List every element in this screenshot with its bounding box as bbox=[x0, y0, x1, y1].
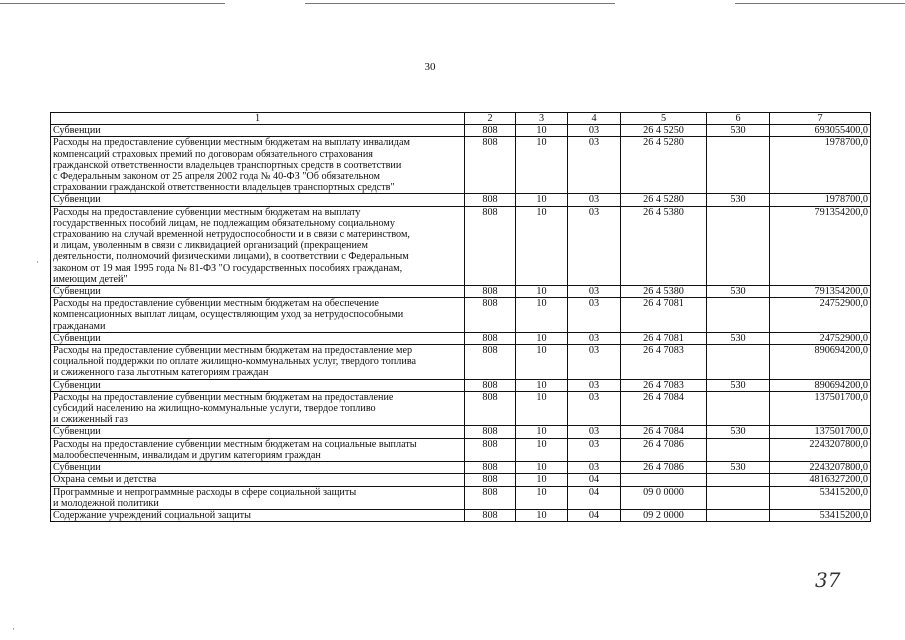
table-row bbox=[51, 125, 871, 137]
amount-cell: 4816327200,0 bbox=[770, 474, 871, 486]
ministry-code-cell: 808 bbox=[465, 137, 516, 194]
expense-name-line: Субвенции bbox=[53, 286, 101, 298]
expense-name-line: Расходы на предоставление субвенции местным бюджетам на социальные выплаты bbox=[53, 438, 417, 450]
expense-name-line: государственных пособий лицам, не подлежащим обязательному социальному bbox=[53, 217, 395, 229]
amount-cell: 1978700,0 bbox=[770, 137, 871, 194]
expense-name-line: малообеспеченным, инвалидам и другим категориям граждан bbox=[53, 449, 321, 461]
section-cell: 10 bbox=[516, 486, 568, 509]
table-row bbox=[51, 486, 871, 509]
target-article-cell: 26 4 5280 bbox=[621, 194, 707, 206]
target-article-cell: 26 4 7083 bbox=[621, 345, 707, 380]
section-cell: 10 bbox=[516, 379, 568, 391]
expense-name-cell bbox=[51, 332, 465, 344]
table-row bbox=[51, 332, 871, 344]
expense-name-line: законом от 19 мая 1995 года № 81-ФЗ "О государственных пособиях гражданам, bbox=[53, 262, 403, 274]
page-number: 30 bbox=[424, 61, 436, 73]
column-number-cell: 3 bbox=[516, 113, 568, 125]
expense-name-line: Расходы на предоставление субвенции местным бюджетам на предоставление bbox=[53, 391, 394, 403]
expense-type-cell: 530 bbox=[707, 125, 770, 137]
subsection-cell: 03 bbox=[568, 206, 621, 285]
target-article-cell: 26 4 7081 bbox=[621, 298, 707, 333]
expense-name-cell bbox=[51, 474, 465, 486]
ministry-code-cell: 808 bbox=[465, 194, 516, 206]
subsection-cell: 04 bbox=[568, 486, 621, 509]
target-article-cell: 26 4 7084 bbox=[621, 426, 707, 438]
expense-name-line: Субвенции bbox=[53, 379, 101, 391]
expense-name-line: страховании гражданской ответственности владельцев транспортных средств" bbox=[53, 182, 395, 194]
expense-name-cell bbox=[51, 125, 465, 137]
expense-name-cell bbox=[51, 286, 465, 298]
subsection-cell: 03 bbox=[568, 286, 621, 298]
table-row bbox=[51, 206, 871, 285]
expense-name-cell bbox=[51, 298, 465, 333]
section-cell: 10 bbox=[516, 426, 568, 438]
amount-cell: 53415200,0 bbox=[770, 486, 871, 509]
amount-cell: 693055400,0 bbox=[770, 125, 871, 137]
target-article-cell: 26 4 5250 bbox=[621, 125, 707, 137]
expense-name-line: Субвенции bbox=[53, 125, 101, 137]
target-article-cell: 26 4 7081 bbox=[621, 332, 707, 344]
margin-speck: · bbox=[36, 257, 39, 267]
expense-type-cell: 530 bbox=[707, 286, 770, 298]
expense-name-line: Субвенции bbox=[53, 426, 101, 438]
subsection-cell: 03 bbox=[568, 125, 621, 137]
expense-type-cell: 530 bbox=[707, 194, 770, 206]
expense-name-cell bbox=[51, 509, 465, 521]
subsection-cell: 03 bbox=[568, 332, 621, 344]
expense-name-line: компенсаций страховых премий по договорам обязательного страхования bbox=[53, 148, 373, 160]
expense-name-line: Субвенции bbox=[53, 462, 101, 474]
expense-name-line: компенсационных выплат лицам, осуществляющим уход за нетрудоспособными bbox=[53, 309, 404, 321]
column-number-cell: 4 bbox=[568, 113, 621, 125]
section-cell: 10 bbox=[516, 286, 568, 298]
amount-cell: 137501700,0 bbox=[770, 391, 871, 426]
subsection-cell: 03 bbox=[568, 462, 621, 474]
expense-name-line: и лицам, уволенным в связи с ликвидацией организаций (прекращением bbox=[53, 240, 368, 252]
column-number-cell: 6 bbox=[707, 113, 770, 125]
expense-type-cell bbox=[707, 474, 770, 486]
expense-name-line: Охрана семьи и детства bbox=[53, 474, 157, 486]
expense-name-cell bbox=[51, 426, 465, 438]
amount-cell: 890694200,0 bbox=[770, 379, 871, 391]
scan-edge-line bbox=[305, 3, 615, 4]
expense-type-cell bbox=[707, 438, 770, 461]
budget-table bbox=[50, 112, 871, 522]
ministry-code-cell: 808 bbox=[465, 206, 516, 285]
table-row bbox=[51, 345, 871, 380]
subsection-cell: 04 bbox=[568, 474, 621, 486]
ministry-code-cell: 808 bbox=[465, 298, 516, 333]
expense-name-line: Расходы на предоставление субвенции местным бюджетам на выплату bbox=[53, 206, 361, 218]
subsection-cell: 03 bbox=[568, 391, 621, 426]
ministry-code-cell: 808 bbox=[465, 125, 516, 137]
section-cell: 10 bbox=[516, 391, 568, 426]
section-cell: 10 bbox=[516, 194, 568, 206]
target-article-cell: 26 4 7086 bbox=[621, 438, 707, 461]
scan-edge-line bbox=[735, 3, 905, 4]
section-cell: 10 bbox=[516, 474, 568, 486]
margin-speck: · bbox=[12, 624, 15, 634]
table-row bbox=[51, 194, 871, 206]
column-number-cell: 5 bbox=[621, 113, 707, 125]
handwritten-page-mark: 37 bbox=[815, 568, 841, 592]
target-article-cell: 09 0 0000 bbox=[621, 486, 707, 509]
subsection-cell: 03 bbox=[568, 379, 621, 391]
target-article-cell: 26 4 7084 bbox=[621, 391, 707, 426]
section-cell: 10 bbox=[516, 332, 568, 344]
ministry-code-cell: 808 bbox=[465, 462, 516, 474]
amount-cell: 2243207800,0 bbox=[770, 462, 871, 474]
column-number-cell: 1 bbox=[51, 113, 465, 125]
expense-type-cell bbox=[707, 298, 770, 333]
table-row bbox=[51, 137, 871, 194]
expense-name-line: Расходы на предоставление субвенции местным бюджетам на обеспечение bbox=[53, 298, 379, 310]
table-row bbox=[51, 286, 871, 298]
table-row bbox=[51, 379, 871, 391]
subsection-cell: 04 bbox=[568, 509, 621, 521]
subsection-cell: 03 bbox=[568, 426, 621, 438]
expense-name-line: Субвенции bbox=[53, 332, 101, 344]
ministry-code-cell: 808 bbox=[465, 438, 516, 461]
expense-type-cell bbox=[707, 509, 770, 521]
table-row bbox=[51, 509, 871, 521]
expense-name-line: субсидий населению на жилищно-коммунальные услуги, твердое топливо bbox=[53, 403, 376, 415]
amount-cell: 53415200,0 bbox=[770, 509, 871, 521]
subsection-cell: 03 bbox=[568, 438, 621, 461]
expense-name-line: и сжиженный газ bbox=[53, 414, 128, 426]
ministry-code-cell: 808 bbox=[465, 379, 516, 391]
expense-name-cell bbox=[51, 345, 465, 380]
target-article-cell bbox=[621, 474, 707, 486]
expense-name-line: страхованию на случай временной нетрудоспособности и в связи с материнством, bbox=[53, 229, 410, 241]
ministry-code-cell: 808 bbox=[465, 509, 516, 521]
ministry-code-cell: 808 bbox=[465, 474, 516, 486]
ministry-code-cell: 808 bbox=[465, 286, 516, 298]
subsection-cell: 03 bbox=[568, 137, 621, 194]
target-article-cell: 26 4 5380 bbox=[621, 286, 707, 298]
expense-type-cell: 530 bbox=[707, 462, 770, 474]
target-article-cell: 26 4 5380 bbox=[621, 206, 707, 285]
table-header-row bbox=[51, 113, 871, 125]
expense-type-cell bbox=[707, 345, 770, 380]
amount-cell: 24752900,0 bbox=[770, 332, 871, 344]
amount-cell: 890694200,0 bbox=[770, 345, 871, 380]
ministry-code-cell: 808 bbox=[465, 391, 516, 426]
target-article-cell: 26 4 7086 bbox=[621, 462, 707, 474]
target-article-cell: 26 4 5280 bbox=[621, 137, 707, 194]
target-article-cell: 26 4 7083 bbox=[621, 379, 707, 391]
expense-name-line: Содержание учреждений социальной защиты bbox=[53, 509, 251, 521]
section-cell: 10 bbox=[516, 137, 568, 194]
scan-edge-line bbox=[0, 3, 225, 4]
subsection-cell: 03 bbox=[568, 298, 621, 333]
expense-name-line: имеющим детей" bbox=[53, 273, 128, 285]
subsection-cell: 03 bbox=[568, 345, 621, 380]
table-row bbox=[51, 391, 871, 426]
column-number-cell: 7 bbox=[770, 113, 871, 125]
expense-type-cell bbox=[707, 206, 770, 285]
expense-type-cell bbox=[707, 391, 770, 426]
section-cell: 10 bbox=[516, 206, 568, 285]
table-row bbox=[51, 474, 871, 486]
section-cell: 10 bbox=[516, 345, 568, 380]
expense-name-cell bbox=[51, 206, 465, 285]
subsection-cell: 03 bbox=[568, 194, 621, 206]
expense-type-cell: 530 bbox=[707, 379, 770, 391]
section-cell: 10 bbox=[516, 462, 568, 474]
expense-name-line: и сжиженного газа льготным категориям граждан bbox=[53, 367, 269, 379]
table-row bbox=[51, 298, 871, 333]
expense-type-cell bbox=[707, 137, 770, 194]
table-row bbox=[51, 426, 871, 438]
amount-cell: 791354200,0 bbox=[770, 206, 871, 285]
expense-name-line: социальной поддержки по оплате жилищно-коммунальных услуг, твердого топлива bbox=[53, 356, 417, 368]
ministry-code-cell: 808 bbox=[465, 486, 516, 509]
table-row bbox=[51, 462, 871, 474]
table-row bbox=[51, 438, 871, 461]
column-number-cell: 2 bbox=[465, 113, 516, 125]
section-cell: 10 bbox=[516, 438, 568, 461]
expense-name-line: деятельности, полномочий физическими лицами), в соответствии с Федеральным bbox=[53, 251, 409, 263]
expense-type-cell: 530 bbox=[707, 332, 770, 344]
expense-name-line: Программные и непрограммные расходы в сфере социальной защиты bbox=[53, 486, 357, 498]
expense-type-cell bbox=[707, 486, 770, 509]
expense-name-cell bbox=[51, 391, 465, 426]
expense-name-cell bbox=[51, 462, 465, 474]
expense-name-cell bbox=[51, 379, 465, 391]
expense-name-line: гражданской ответственности владельцев транспортных средств в соответствии bbox=[53, 159, 402, 171]
amount-cell: 137501700,0 bbox=[770, 426, 871, 438]
expense-name-cell bbox=[51, 194, 465, 206]
expense-name-line: и молодежной политики bbox=[53, 497, 159, 509]
expense-name-line: Расходы на предоставление субвенции местным бюджетам на предоставление мер bbox=[53, 345, 413, 357]
expense-name-line: Субвенции bbox=[53, 194, 101, 206]
target-article-cell: 09 2 0000 bbox=[621, 509, 707, 521]
amount-cell: 24752900,0 bbox=[770, 298, 871, 333]
ministry-code-cell: 808 bbox=[465, 332, 516, 344]
ministry-code-cell: 808 bbox=[465, 345, 516, 380]
expense-name-line: Расходы на предоставление субвенции местным бюджетам на выплату инвалидам bbox=[53, 137, 410, 149]
expense-name-cell bbox=[51, 486, 465, 509]
section-cell: 10 bbox=[516, 125, 568, 137]
section-cell: 10 bbox=[516, 509, 568, 521]
expense-name-line: гражданами bbox=[53, 320, 106, 332]
amount-cell: 2243207800,0 bbox=[770, 438, 871, 461]
section-cell: 10 bbox=[516, 298, 568, 333]
expense-type-cell: 530 bbox=[707, 426, 770, 438]
amount-cell: 791354200,0 bbox=[770, 286, 871, 298]
expense-name-cell bbox=[51, 137, 465, 194]
ministry-code-cell: 808 bbox=[465, 426, 516, 438]
expense-name-cell bbox=[51, 438, 465, 461]
expense-name-line: с Федеральным законом от 25 апреля 2002 года № 40-ФЗ "Об обязательном bbox=[53, 171, 380, 183]
amount-cell: 1978700,0 bbox=[770, 194, 871, 206]
